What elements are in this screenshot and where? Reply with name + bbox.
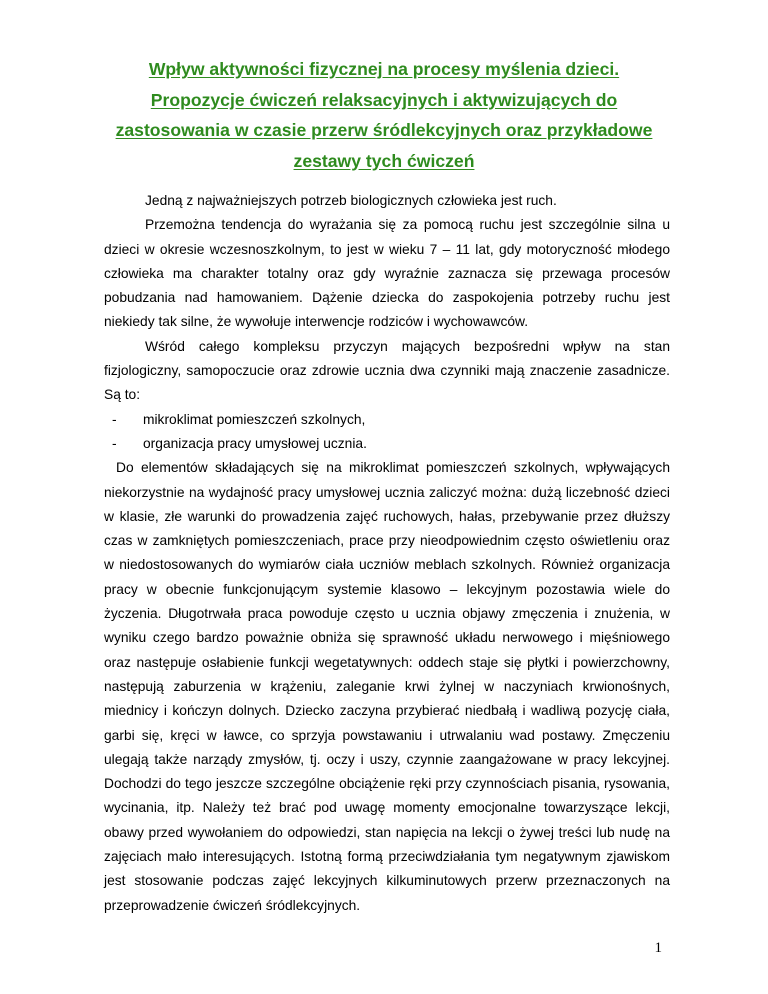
factor-list	[104, 408, 670, 457]
dash-marker: -	[112, 435, 117, 451]
list-item: - organizacja pracy umysłowej ucznia.	[104, 432, 670, 456]
paragraph-2: Przemożna tendencja do wyrażania się za pomocą ruchu jest szczególnie silna u dzieci w okresie wczesnoszkolnym, to jest w wieku 7 – 11 lat, gdy motoryczność młodego człowieka ma charakter totalny oraz gdy wyraźnie zaznacza się przewaga procesów pobudzania nad hamowaniem. Dążenie dziecka do zaspokojenia potrzeby ruchu jest niekiedy tak silne, że wywołuje interwencje rodziców i wychowawców.	[104, 217, 670, 330]
list-item: - mikroklimat pomieszczeń szkolnych,	[104, 408, 670, 432]
document-body	[104, 189, 670, 918]
paragraph-1: Jedną z najważniejszych potrzeb biologicznych człowieka jest ruch.	[145, 193, 557, 208]
page-number: 1	[654, 940, 662, 956]
title-line-1: Wpływ aktywności fizycznej na procesy myślenia dzieci.	[148, 59, 620, 79]
title-line-4: zestawy tych ćwiczeń	[293, 150, 475, 171]
dash-marker: -	[112, 411, 117, 427]
document-title	[100, 54, 668, 176]
title-line-3: zastosowania w czasie przerw śródlekcyjnych oraz przykładowe	[115, 120, 653, 140]
title-line-2: Propozycje ćwiczeń relaksacyjnych i aktywizujących do	[150, 89, 618, 110]
paragraph-3: Wśród całego kompleksu przyczyn mających bezpośredni wpływ na stan fizjologiczny, samopoczucie oraz zdrowie ucznia dwa czynniki mają znaczenie zasadnicze. Są to:	[104, 338, 670, 403]
paragraph-4: Do elementów składających się na mikroklimat pomieszczeń szkolnych, wpływających niekorzystnie na wydajność pracy umysłowej ucznia zaliczyć można: dużą liczebność dzieci w klasie, złe warunki do prowadzenia zajęć ruchowych, hałas, przebywanie przez dłuższy czas w zamkniętych pomieszczeniach, prace przy nieodpowiednim często oświetleniu oraz w niedostosowanych do wymiarów ciała uczniów meblach szkolnych. Również organizacja pracy w obecnie funkcjonującym systemie klasowo – lekcyjnym pozostawia wiele do życzenia. Długotrwała praca powoduje często u ucznia objawy zmęczenia i znużenia, w wyniku czego bardzo poważnie obniża się sprawność układu nerwowego i mięśniowego oraz następuje osłabienie funkcji wegetatywnych: oddech staje się płytki i powierzchowny, następują zaburzenia w krążeniu, zaleganie krwi żylnej w naczyniach krwionośnych, miednicy i kończyn dolnych. Dziecko zaczyna przybierać niedbałą i wadliwą pozycję ciała, garbi się, kręci w ławce, co sprzyja powstawaniu i utrwalaniu wad postawy. Zmęczeniu ulegają także narządy zmysłów, tj. oczy i uszy, czynnie zaangażowane w pracy lekcyjnej. Dochodzi do tego jeszcze szczególne obciążenie ręki przy czynnościach pisania, rysowania, wycinania, itp. Należy też brać pod uwagę momenty emocjonalne towarzyszące lekcji, obawy przed wywołaniem do odpowiedzi, stan napięcia na lekcji o żywej treści lub nudę na zajęciach mało interesujących. Istotną formą przeciwdziałania tym negatywnym zjawiskom jest stosowanie podczas zajęć lekcyjnych kilkuminutowych przerw przeznaczonych na przeprowadzenie ćwiczeń śródlekcyjnych.	[104, 460, 670, 913]
